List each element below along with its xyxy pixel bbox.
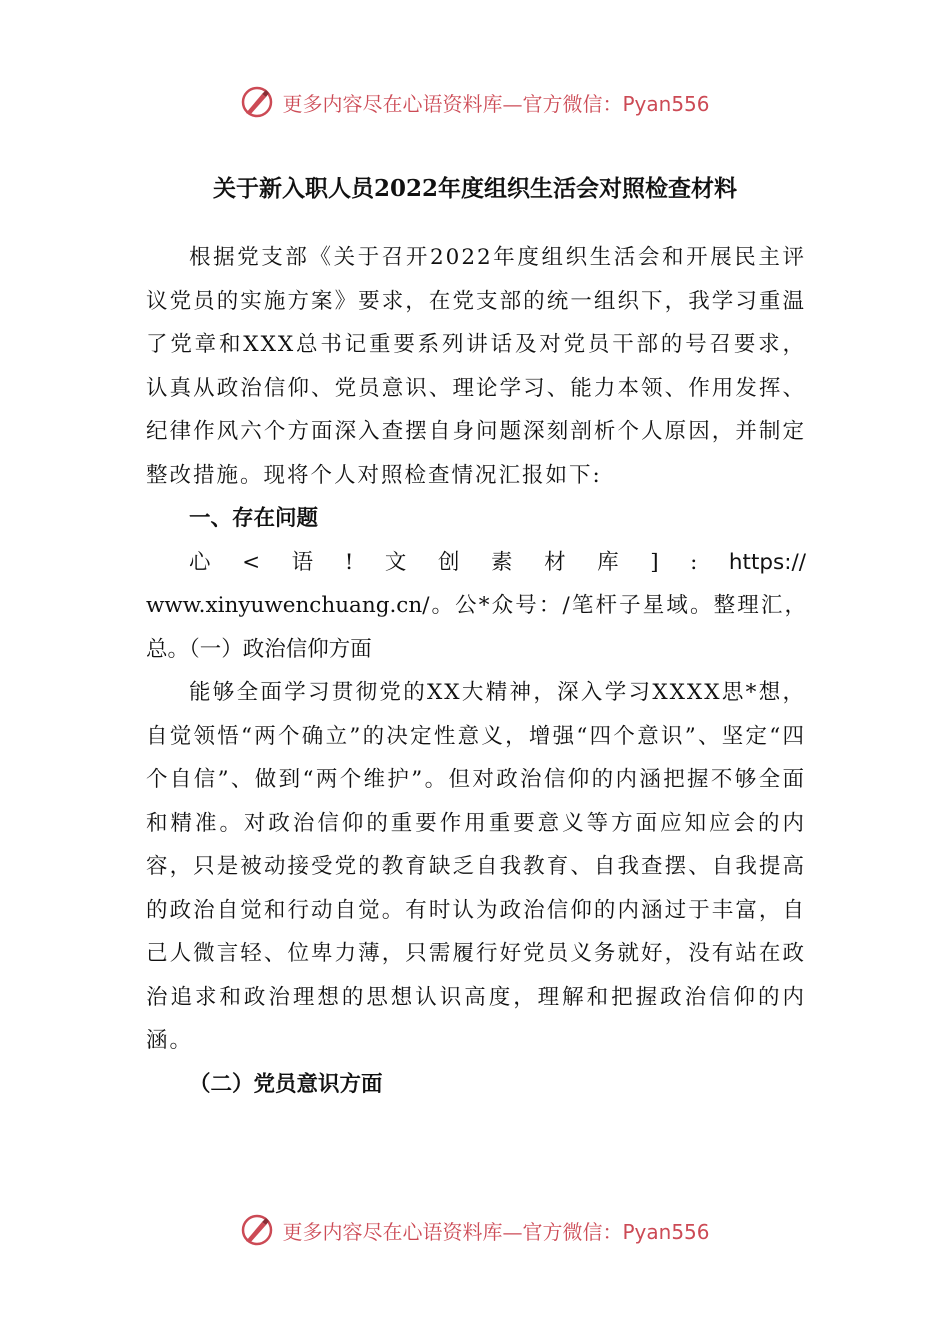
section-heading-problems: 一、存在问题	[189, 506, 319, 531]
intro-paragraph: 根据党支部《关于召开2022年度组织生活会和开展民主评议党员的实施方案》要求，在党支部的统一组织下，我学习重温了党章和XXX总书记重要系列讲话及对党员干部的号召要求，认真从政治信仰、党员意识、理论学习、能力本领、作用发挥、纪律作风六个方面深入查摆自身问题深刻剖析个人原因，并制定整改措施。现将个人对照检查情况汇报如下:	[146, 245, 806, 488]
banner-text: 更多内容尽在心语资料库—官方微信：Pyan556	[282, 91, 710, 116]
notice-char: 素	[491, 549, 513, 575]
document-title: 关于新入职人员2022年度组织生活会对照检查材料	[212, 175, 737, 202]
section-heading-party-awareness: （二）党员意识方面	[189, 1071, 383, 1097]
notice-char: 库	[597, 549, 619, 575]
political-belief-paragraph: 能够全面学习贯彻党的XX大精神，深入学习XXXX思*想，自觉领悟“两个确立”的决定性意义，增强“四个意识”、坚定“四个自信”、做到“两个维护”。但对政治信仰的内涵把握不够全面和精准。对政治信仰的重要作用重要意义等方面应知应会的内容，只是被动接受党的教育缺乏自我教育、自我查摆、自我提高的政治自觉和行动自觉。有时认为政治信仰的内涵过于丰富，自己人微言轻、位卑力薄，只需履行好党员义务就好，没有站在政治追求和政治理想的思想认识高度，理解和把握政治信仰的内涵。	[146, 680, 806, 1053]
notice-char: 语	[291, 549, 314, 575]
notice-paragraph	[146, 584, 806, 671]
notice-char: <	[242, 549, 261, 575]
notice-text: www.xinyuwenchuang.cn/。公*众号：/笔杆子星域。整理汇，总。（一）政治信仰方面	[146, 593, 806, 662]
notice-char: https://	[728, 549, 806, 575]
notice-char: 材	[544, 549, 566, 575]
notice-line	[146, 541, 806, 585]
notice-char: 创	[437, 549, 460, 575]
pen-logo-icon	[240, 1213, 274, 1247]
notice-char: 文	[384, 549, 407, 575]
notice-char: :	[690, 549, 698, 575]
banner-text: 更多内容尽在心语资料库—官方微信：Pyan556	[282, 1219, 710, 1244]
notice-char: ]	[650, 549, 659, 575]
notice-char: 心	[189, 549, 211, 575]
pen-logo-icon	[240, 85, 274, 119]
document-body	[146, 236, 806, 1106]
notice-char: !	[344, 549, 354, 575]
footer-banner	[0, 1210, 950, 1250]
header-banner	[0, 82, 950, 122]
